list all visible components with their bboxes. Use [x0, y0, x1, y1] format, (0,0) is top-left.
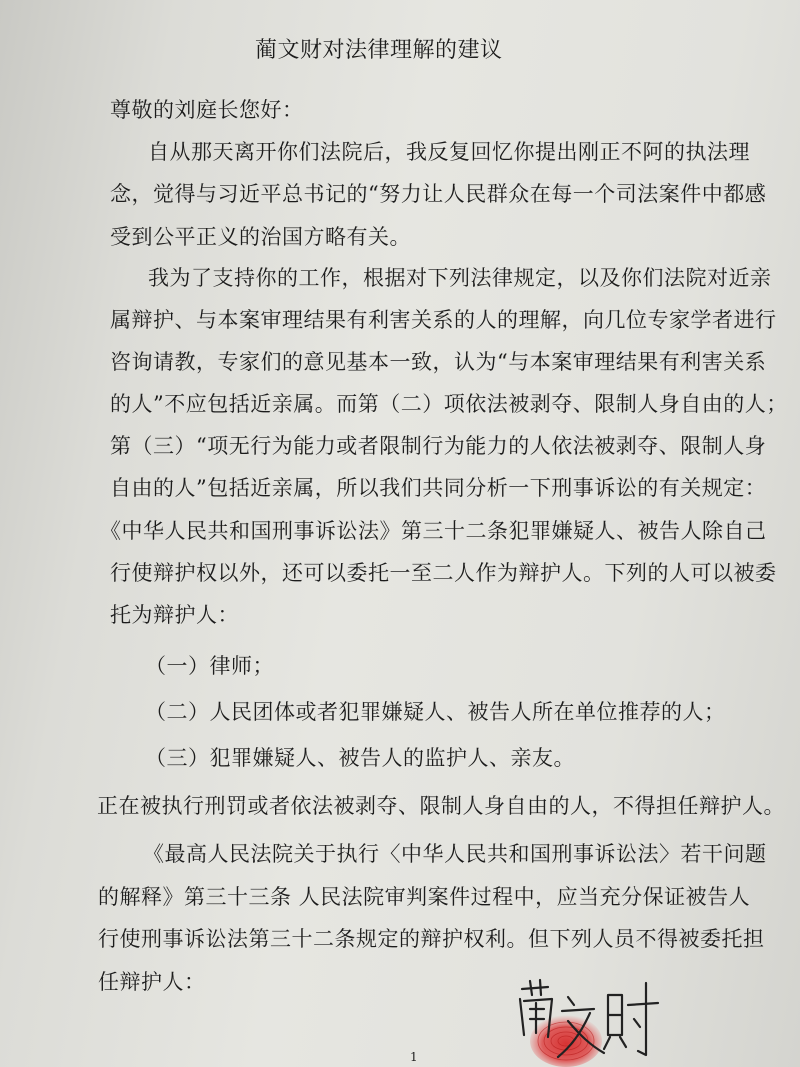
document-title: 蔺文财对法律理解的建议 [255, 38, 503, 63]
page-number: 1 [410, 1050, 418, 1064]
body-line: 《最高人民法院关于执行〈中华人民共和国刑事诉讼法〉若干问题 [143, 842, 767, 866]
body-line: 任辩护人： [98, 970, 206, 994]
list-item: （一）律师； [145, 654, 274, 678]
fingerprint-mark [530, 1015, 602, 1067]
body-line: 行使辩护权以外，还可以委托一至二人作为辩护人。下列的人可以被委 [110, 561, 777, 585]
body-line: 行使刑事诉讼法第三十二条规定的辩护权利。但下列人员不得被委托担 [98, 927, 765, 951]
body-line: 念，觉得与习近平总书记的“努力让人民群众在每一个司法案件中都感 [110, 182, 767, 206]
body-line: 自从那天离开你们法院后，我反复回忆你提出刚正不阿的执法理 [148, 140, 750, 164]
body-line: 咨询请教，专家们的意见基本一致，认为“与本案审理结果有利害关系 [110, 350, 767, 374]
body-line: 的解释》第三十三条 人民法院审判案件过程中，应当充分保证被告人 [98, 885, 751, 909]
body-line: 受到公平正义的治国方略有关。 [110, 225, 411, 249]
body-line: 属辩护、与本案审理结果有利害关系的人的理解，向几位专家学者进行 [110, 308, 777, 332]
signature-image [508, 975, 668, 1067]
body-line: 的人”不应包括近亲属。而第（二）项依法被剥夺、限制人身自由的人； [110, 392, 788, 416]
body-line: 《中华人民共和国刑事诉讼法》第三十二条犯罪嫌疑人、被告人除自己 [100, 519, 767, 543]
body-line: 正在被执行刑罚或者依法被剥夺、限制人身自由的人，不得担任辩护人。 [97, 794, 785, 818]
body-line: 托为辩护人： [110, 603, 239, 627]
greeting: 尊敬的刘庭长您好： [110, 98, 304, 122]
body-line: 我为了支持你的工作，根据对下列法律规定，以及你们法院对近亲 [148, 266, 772, 290]
list-item: （二）人民团体或者犯罪嫌疑人、被告人所在单位推荐的人； [145, 700, 726, 724]
body-line: 第（三）“项无行为能力或者限制行为能力的人依法被剥夺、限制人身 [110, 434, 767, 458]
body-line: 自由的人”包括近亲属，所以我们共同分析一下刑事诉讼的有关规定： [110, 476, 767, 500]
list-item: （三）犯罪嫌疑人、被告人的监护人、亲友。 [145, 746, 575, 770]
